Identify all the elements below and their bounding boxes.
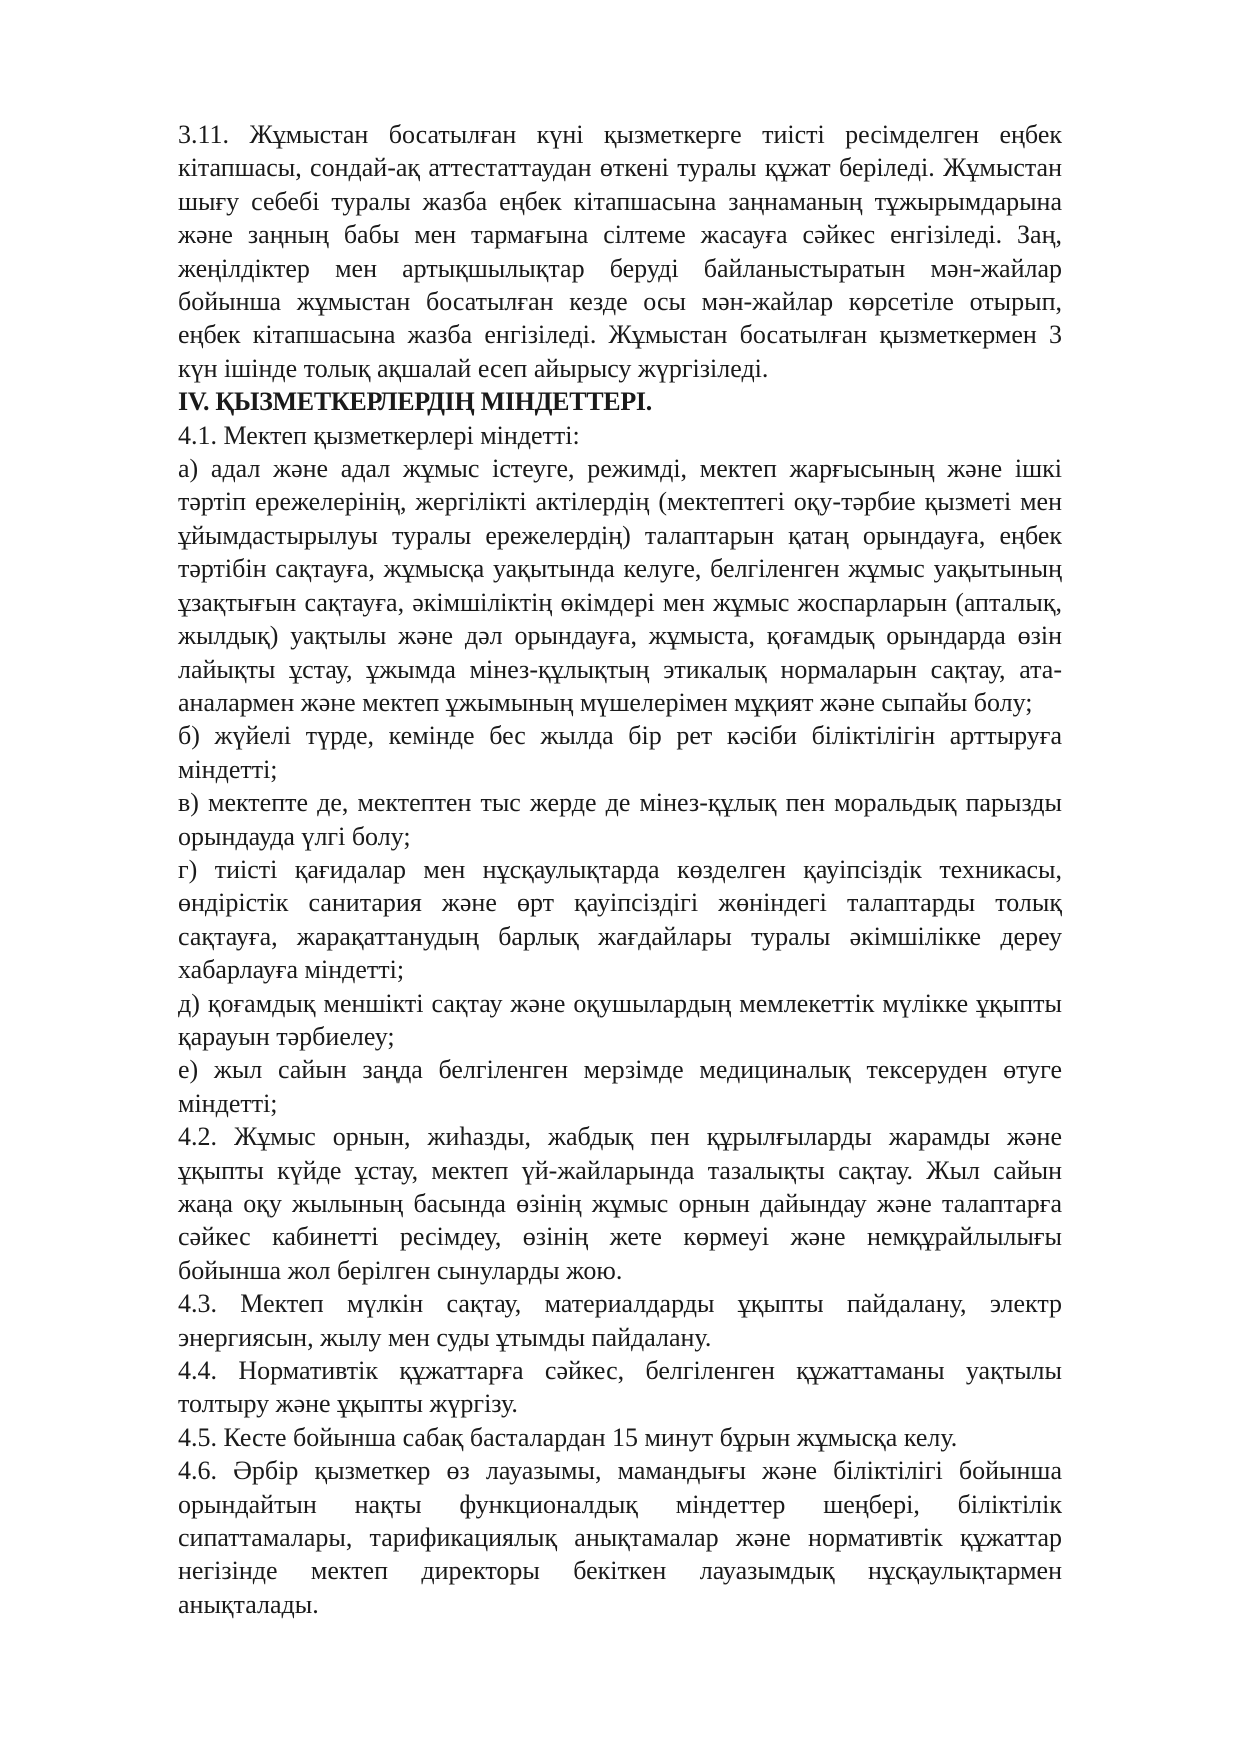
document-page — [178, 118, 1062, 1621]
paragraph-4-4: 4.4. Нормативтік құжаттарға сәйкес, белгіленген құжаттаманы уақтылы толтыру және ұқыпты жүргізу. — [178, 1356, 1062, 1419]
paragraph-3-11: 3.11. Жұмыстан босатылған күні қызметкерге тиісті ресімделген еңбек кітапшасы, сондай-ақ аттестаттаудан өткені туралы құжат беріледі. Жұмыстан шығу себебі туралы жазба еңбек кітапшасына заңнаманың тұжырымдарына және заңның бабы мен тармағына сілтеме жасауға сәйкес енгізіледі. Заң, жеңілдіктер мен артықшылықтар беруді байланыстыратын мән-жайлар бойынша жұмыстан босатылған кезде осы мән-жайлар көрсетіле отырып, еңбек кітапшасына жазба енгізіледі. Жұмыстан босатылған қызметкермен 3 күн ішінде толық ақшалай есеп айырысу жүргізіледі. — [178, 120, 1062, 383]
paragraph-4-2: 4.2. Жұмыс орнын, жиһазды, жабдық пен құрылғыларды жарамды және ұқыпты күйде ұстау, мектеп үй-жайларында тазалықты сақтау. Жыл сайын жаңа оқу жылының басында өзінің жұмыс орнын дайындау және талаптарға сәйкес кабинетті ресімдеу, өзінің жете көрмеуі және немқұрайлылығы бойынша жол берілген сынуларды жою. — [178, 1122, 1062, 1285]
list-item-a: а) адал және адал жұмыс істеуге, режимді, мектеп жарғысының және ішкі тәртіп ережелерінің, жергілікті актілердің (мектептегі оқу-тәрбие қызметі мен ұйымдастырылуы туралы ережелердің) талаптарын қатаң орындауға, еңбек тәртібін сақтауға, жұмысқа уақытында келуге, белгіленген жұмыс уақытының ұзақтығын сақтауға, әкімшіліктің өкімдері мен жұмыс жоспарларын (апталық, жылдық) уақтылы және дәл орындауға, жұмыста, қоғамдық орындарда өзін лайықты ұстау, ұжымда мінез-құлықтың этикалық нормаларын сақтау, ата-аналармен және мектеп ұжымының мүшелерімен мұқият және сыпайы болу; — [178, 454, 1062, 717]
list-item-v: в) мектепте де, мектептен тыс жерде де мінез-құлық пен моральдық парызды орындауда үлгі болу; — [178, 788, 1062, 851]
paragraph-4-5: 4.5. Кесте бойынша сабақ басталардан 15 минут бұрын жұмысқа келу. — [178, 1422, 958, 1452]
paragraph-4-3: 4.3. Мектеп мүлкін сақтау, материалдарды ұқыпты пайдалану, электр энергиясын, жылу мен суды ұтымды пайдалану. — [178, 1289, 1062, 1352]
list-item-g: г) тиісті қағидалар мен нұсқаулықтарда көзделген қауіпсіздік техникасы, өндірістік санитария және өрт қауіпсіздігі жөніндегі талаптарды толық сақтауға, жарақаттанудың барлық жағдайлары туралы әкімшілікке дереу хабарлауға міндетті; — [178, 854, 1062, 985]
paragraph-4-6: 4.6. Әрбір қызметкер өз лауазымы, мамандығы және біліктілігі бойынша орындайтын нақты функционалдық міндеттер шеңбері, біліктілік сипаттамалары, тарификациялық анықтамалар және нормативтік құжаттар негізінде мектеп директоры бекіткен лауазымдық нұсқаулықтармен анықталады. — [178, 1456, 1062, 1619]
list-item-d: д) қоғамдық меншікті сақтау және оқушылардың мемлекеттік мүлікке ұқыпты қарауын тәрбиелеу; — [178, 988, 1062, 1051]
section-heading-iv: IV. ҚЫЗМЕТКЕРЛЕРДІҢ МІНДЕТТЕРІ. — [178, 387, 652, 417]
paragraph-4-1: 4.1. Мектеп қызметкерлері міндетті: — [178, 420, 580, 450]
list-item-b: б) жүйелі түрде, кемінде бес жылда бір рет кәсіби біліктілігін арттыруға міндетті; — [178, 721, 1062, 784]
list-item-e: е) жыл сайын заңда белгіленген мерзімде медициналық тексеруден өтуге міндетті; — [178, 1055, 1062, 1118]
